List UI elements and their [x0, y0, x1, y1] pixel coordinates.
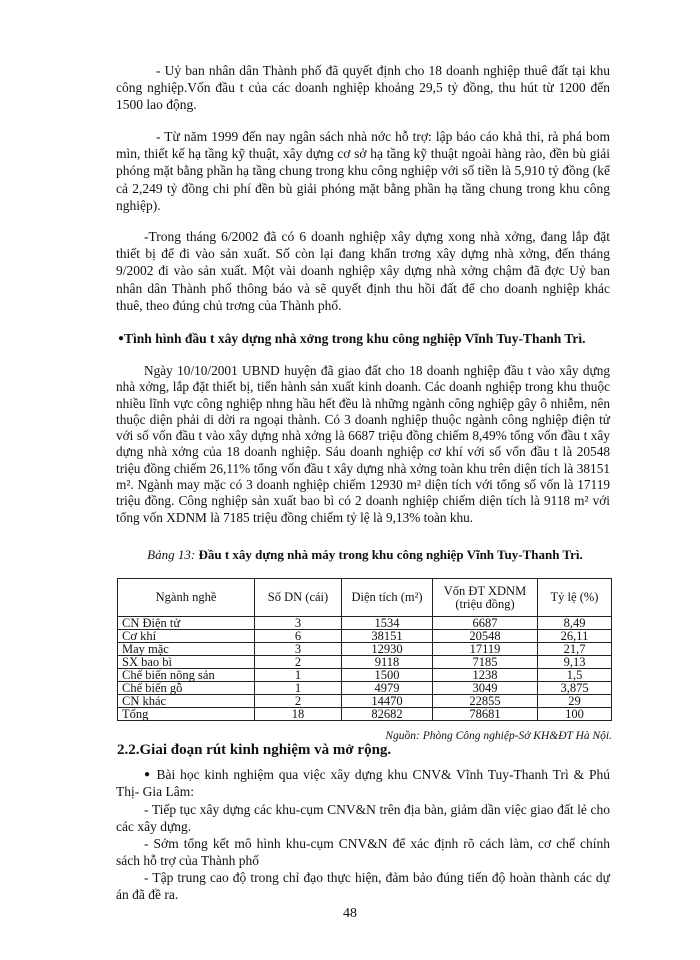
cell-area: 4979	[342, 682, 433, 695]
col-header-capital: Vốn ĐT XDNM (triệu đồng)	[433, 579, 538, 617]
cell-industry: Chế biến nông sản	[118, 669, 255, 682]
cell-area: 82682	[342, 708, 433, 721]
section-title: 2.2.Giai đoạn rút kinh nghiệm và mở rộng.	[117, 742, 392, 758]
bullet-icon: ●	[144, 769, 152, 780]
cell-area: 14470	[342, 695, 433, 708]
paragraph-lessons	[116, 766, 610, 800]
cell-ratio: 21,7	[538, 643, 612, 656]
cell-area: 12930	[342, 643, 433, 656]
table-header-row	[118, 579, 612, 617]
cell-enterprises: 2	[255, 656, 342, 669]
cell-area: 1534	[342, 617, 433, 630]
paragraph-land-lease: - Uỷ ban nhân dân Thành phố đã quyết định cho 18 doanh nghiệp thuê đất tại khu công nghiệp.Vốn đầu t của các doanh nghiệp khoảng 29,5 tỷ đồng, thu hút từ 1200 đến 1500 lao động.	[116, 63, 610, 113]
cell-ratio: 3,875	[538, 682, 612, 695]
investment-table	[117, 578, 612, 721]
cell-industry: Cơ khí	[118, 630, 255, 643]
cell-enterprises: 18	[255, 708, 342, 721]
cell-enterprises: 6	[255, 630, 342, 643]
table-row	[118, 617, 612, 630]
cell-industry: Chế biến gỗ	[118, 682, 255, 695]
table-row	[118, 656, 612, 669]
paragraph-construction-progress: -Trong tháng 6/2002 đã có 6 doanh nghiệp xây dựng xong nhà xởng, đang lắp đặt thiết bị để đi vào sản xuất. Số còn lại đang khẩn trơng xây dựng nhà xởng, đến tháng 9/2002 đi vào sản xuất. Một vài doanh nghiệp xây dựng nhà xởng chậm đã đợc Uỷ ban nhân dân Thành phố thông báo và sẽ quyết định thu hồi đất để cho doanh nghiệp khác thuê, theo đúng chủ trơng của Thành phố.	[116, 229, 610, 313]
cell-industry: CN khác	[118, 695, 255, 708]
table-row	[118, 643, 612, 656]
cell-area: 9118	[342, 656, 433, 669]
table-total-row	[118, 708, 612, 721]
cell-enterprises: 2	[255, 695, 342, 708]
cell-ratio: 26,11	[538, 630, 612, 643]
cell-capital: 1238	[433, 669, 538, 682]
table-row	[118, 682, 612, 695]
page-number: 48	[343, 906, 357, 921]
col-header-enterprises: Số DN (cái)	[255, 579, 342, 617]
paragraph-continue-building: - Tiếp tục xây dựng các khu-cụm CNV&N trên địa bàn, giảm dần việc giao đất lẻ cho các xây dựng.	[116, 802, 610, 835]
cell-capital: 7185	[433, 656, 538, 669]
cell-enterprises: 1	[255, 682, 342, 695]
cell-ratio: 29	[538, 695, 612, 708]
table-source: Nguồn: Phòng Công nghiệp-Sở KH&ĐT Hà Nội.	[385, 730, 612, 742]
paragraph-budget-support: - Từ năm 1999 đến nay ngân sách nhà nớc hỗ trợ: lập báo cáo khả thi, rà phá bom mìn, thiết kế hạ tầng kỹ thuật, xây dựng cơ sở hạ tầng kỹ thuật ngoài hàng rào, đền bù giải phóng mặt bằng phần hạ tầng chung trong khu công nghiệp với số tiền là 5,910 tỷ đồng (kể cả 2,249 tỷ đồng chi phí đền bù giải phóng mặt bằng phần hạ tầng chung trong khu công nghiệp).	[116, 129, 610, 213]
cell-capital: 78681	[433, 708, 538, 721]
lessons-text: Bài học kinh nghiệm qua việc xây dựng khu CNV& Vĩnh Tuy-Thanh Trì & Phú Thị- Gia Lâm:	[116, 767, 610, 800]
cell-area: 38151	[342, 630, 433, 643]
paragraph-focus-direction: - Tập trung cao độ trong chỉ đạo thực hiện, đảm bảo đúng tiến độ hoàn thành các dự án đã đề ra.	[116, 870, 610, 903]
bullet-icon: ●	[118, 333, 125, 344]
paragraph-investment-details: Ngày 10/10/2001 UBND huyện đã giao đất cho 18 doanh nghiệp đầu t vào xây dựng nhà xởng, lắp đặt thiết bị, tiến hành sản xuất kinh doanh. Các doanh nghiệp trong khu thuộc nhiều lĩnh vực công nghiệp nhng hầu hết đều là những ngành công nghiệp gây ô nhiễm, nên thuộc diện phải di dời ra ngoại thành. Có 3 doanh nghiệp thuộc ngành công nghiệp điện tử với số vốn đầu t vào xây dựng nhà xởng là 6687 triệu đồng chiếm 8,49% tổng vốn đầu t xây dựng nhà xởng của 18 doanh nghiệp. Sáu doanh nghiệp cơ khí với số vốn đầu t là 20548 triệu đồng chiếm 26,11% tổng vốn đầu t xây dựng nhà xởng toàn khu trên diện tích là 38151 m². Ngành may mặc có 3 doanh nghiệp chiếm 12930 m² diện tích với tổng số vốn là 17119 triệu đồng. Công nghiệp sản xuất bao bì có 2 doanh nghiệp chiếm diện tích là 9118 m² với tổng vốn XDNM là 7185 triệu đồng chiếm tỷ lệ là 9,13% toàn khu.	[116, 363, 610, 525]
table-row	[118, 695, 612, 708]
cell-industry: Tổng	[118, 708, 255, 721]
cell-capital: 17119	[433, 643, 538, 656]
cell-capital: 20548	[433, 630, 538, 643]
cell-capital: 22855	[433, 695, 538, 708]
caption-text: Đầu t xây dựng nhà máy trong khu công nghiệp Vĩnh Tuy-Thanh Trì.	[198, 547, 583, 562]
caption-label: Bảng 13:	[147, 547, 196, 562]
cell-capital: 6687	[433, 617, 538, 630]
table-row	[118, 669, 612, 682]
paragraph-summarize-model: - Sớm tổng kết mô hình khu-cụm CNV&N để xác định rõ cách làm, cơ chế chính sách hỗ trợ của Thành phố	[116, 836, 610, 869]
cell-area: 1500	[342, 669, 433, 682]
cell-ratio: 9,13	[538, 656, 612, 669]
table-caption	[118, 548, 612, 562]
cell-enterprises: 3	[255, 617, 342, 630]
col-header-area: Diện tích (m²)	[342, 579, 433, 617]
cell-industry: May mặc	[118, 643, 255, 656]
cell-ratio: 8,49	[538, 617, 612, 630]
cell-ratio: 100	[538, 708, 612, 721]
table-row	[118, 630, 612, 643]
col-header-ratio: Tỷ lệ (%)	[538, 579, 612, 617]
cell-enterprises: 3	[255, 643, 342, 656]
heading-investment-status	[118, 330, 612, 347]
cell-ratio: 1,5	[538, 669, 612, 682]
col-header-industry: Ngành nghề	[118, 579, 255, 617]
cell-enterprises: 1	[255, 669, 342, 682]
cell-capital: 3049	[433, 682, 538, 695]
cell-industry: SX bao bì	[118, 656, 255, 669]
heading-text: Tình hình đầu t xây dựng nhà xởng trong khu công nghiệp Vĩnh Tuy-Thanh Trì.	[124, 331, 586, 346]
cell-industry: CN Điện tử	[118, 617, 255, 630]
